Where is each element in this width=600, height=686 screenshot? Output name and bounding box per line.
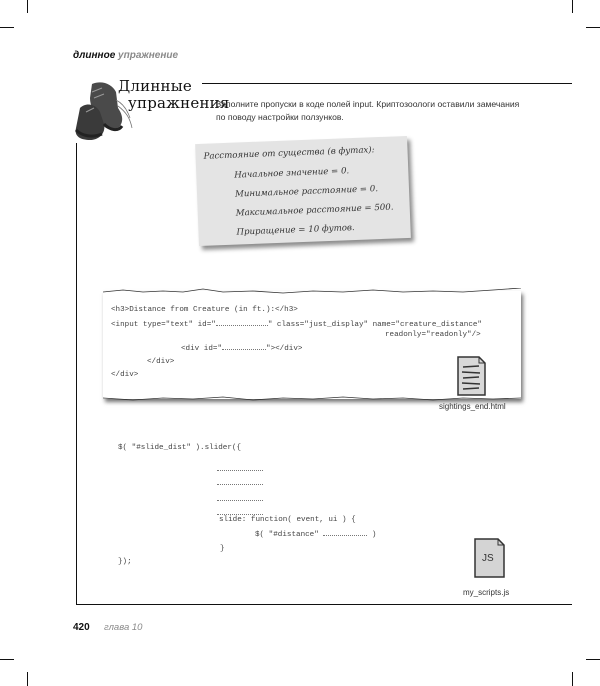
crop-mark bbox=[586, 27, 600, 28]
js-code-line: } bbox=[220, 545, 225, 553]
crop-mark bbox=[572, 672, 573, 686]
intro-line-1: Заполните пропуски в коде полей input. Криптозоологи оставили замечания bbox=[216, 99, 520, 109]
crop-mark bbox=[27, 672, 28, 686]
section-title-line1: Длинные bbox=[118, 77, 192, 95]
section-title bbox=[118, 78, 230, 112]
blank-slider-option-3[interactable] bbox=[217, 500, 263, 501]
section-title-line2: упражнения bbox=[128, 94, 230, 112]
running-head-bold: длинное bbox=[73, 50, 116, 61]
code-line: readonly="readonly"/> bbox=[385, 331, 481, 339]
code-line: <div id=" "></div> bbox=[181, 345, 303, 353]
js-file-icon bbox=[472, 537, 506, 579]
torn-edge-top bbox=[103, 288, 521, 294]
crop-mark bbox=[0, 659, 14, 660]
note-item: Минимальное расстояние = 0. bbox=[234, 184, 379, 200]
intro-text bbox=[216, 98, 546, 124]
blank-slider-option-2[interactable] bbox=[217, 484, 263, 485]
js-code-line: $( "#distance" ) bbox=[255, 531, 377, 539]
svg-text:JS: JS bbox=[482, 553, 494, 564]
page-number: 420 bbox=[73, 622, 90, 633]
blank-slider-option-1[interactable] bbox=[217, 470, 263, 471]
blank-input-id[interactable] bbox=[216, 325, 268, 326]
code-line: </div> bbox=[147, 358, 175, 366]
note-heading: Расстояние от существа (в футах): bbox=[203, 145, 375, 162]
html-file-icon bbox=[455, 355, 487, 397]
requirements-note bbox=[195, 136, 411, 246]
frame-top-rule bbox=[202, 83, 572, 84]
intro-line-2: по поводу настройки ползунков. bbox=[216, 112, 344, 122]
frame-bottom-rule bbox=[76, 604, 572, 605]
js-code-line: $( "#slide_dist" ).slider({ bbox=[118, 444, 242, 452]
js-code-line: slide: function( event, ui ) { bbox=[219, 516, 356, 524]
code-line: <input type="text" id=" " class="just_display" name="creature_distance" bbox=[111, 321, 482, 329]
crop-mark bbox=[572, 0, 573, 13]
js-file-name: my_scripts.js bbox=[463, 588, 510, 597]
note-item: Приращение = 10 футов. bbox=[236, 223, 355, 238]
chapter-label: глава 10 bbox=[104, 622, 143, 633]
note-item: Максимальное расстояние = 500. bbox=[235, 202, 394, 219]
code-line: </div> bbox=[111, 371, 139, 379]
frame-left-rule bbox=[76, 143, 77, 605]
js-code-line: }); bbox=[118, 558, 132, 566]
crop-mark bbox=[586, 659, 600, 660]
note-item: Начальное значение = 0. bbox=[234, 166, 350, 181]
blank-div-id[interactable] bbox=[222, 349, 266, 350]
running-head-grey: упражнение bbox=[118, 50, 179, 61]
crop-mark bbox=[27, 0, 28, 13]
running-head bbox=[73, 50, 178, 61]
html-file-name: sightings_end.html bbox=[439, 402, 506, 411]
code-line: <h3>Distance from Creature (in ft.):</h3> bbox=[111, 306, 298, 314]
blank-slider-option-4[interactable] bbox=[217, 514, 263, 515]
blank-distance-value[interactable] bbox=[323, 535, 367, 536]
crop-mark bbox=[0, 27, 14, 28]
